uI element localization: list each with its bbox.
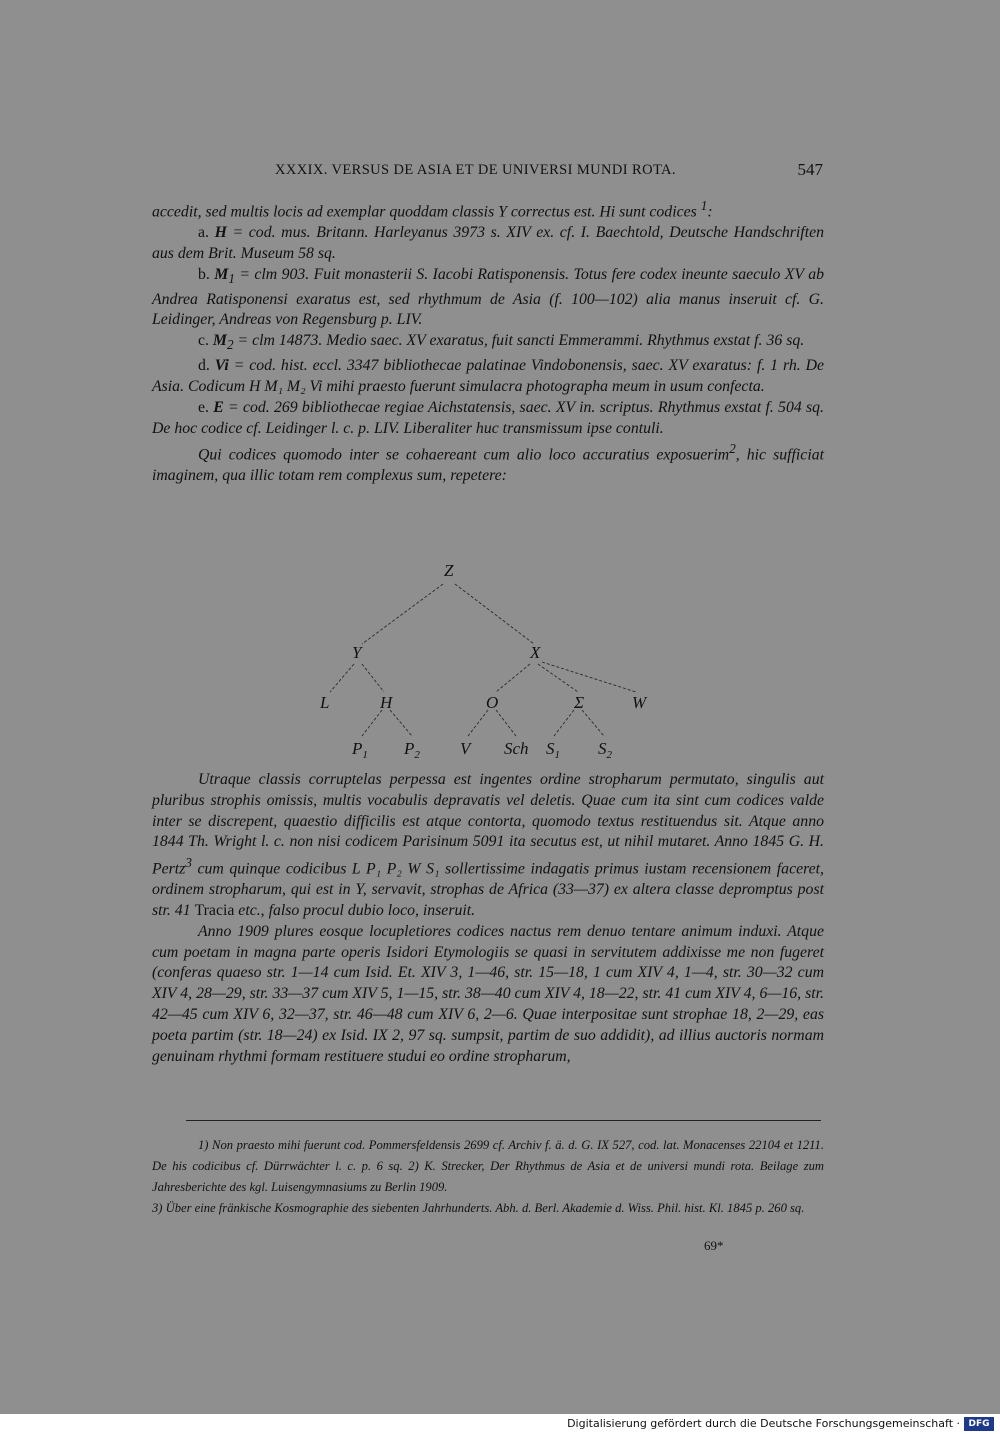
codex-mark: d. xyxy=(198,357,210,375)
footnote-2-text: 2) K. Strecker, Der Rhythmus de Asia et de universi mundi rota. Beilage zum Jahresberichte des kgl. Luisengymnasiums zu Berlin 1909. xyxy=(152,1159,824,1194)
codex-description: = clm 903. Fuit monasterii S. Iacobi Ratisponensis. Totus fere codex ineunte saeculo XV ab Andrea Ratisponensi exaratus est, sed rhythmum de Asia (f. 100—102) alia manus inseruit cf. G. Leidinger, Andreas von Regensburg p. LIV. xyxy=(152,265,825,329)
codex-mark: e. xyxy=(198,398,209,416)
edge-x-sigma xyxy=(538,664,578,692)
paragraph-anno-1909: Anno 1909 plures eosque locupletiores codices nactus rem denuo tentare animum induxi. Atque cum poetam in magna parte operis Isidori Etymologiis se quasi in servitutem addixisse me non fugeret (conferas quaeso str. 1—14 cum Isid. Et. XIV 3, 1—46, str. 15—18, 1 cum XIV 4, 1—4, str. 30—32 cum XIV 4, 28—29, str. 33—37 cum XIV 5, 1—15, str. 38—40 cum XIV 4, 18—22, str. 41 cum XIV 4, 6—16, str. 42—45 cum XIV 6, 32—37, str. 46—48 cum XIV 6, 2—6. Quae interpositae sunt strophae 18, 2—29, eas poeta partim (str. 18—24) ex Isid. IX 2, 97 sq. sumpsit, partim de suo addidit), ad illius auctoris normam genuinam rhythmi formam restituere studui eo ordine stropharum, xyxy=(152,922,824,1065)
codex-siglum: E xyxy=(213,398,224,416)
running-header xyxy=(0,160,1000,184)
edge-z-x xyxy=(455,584,534,644)
edge-x-o xyxy=(496,664,530,692)
main-text xyxy=(152,196,824,487)
running-title: XXXIX. VERSUS DE ASIA ET DE UNIVERSI MUNDI ROTA. xyxy=(275,162,676,178)
node-s1: $S_1$ xyxy=(546,739,560,761)
edge-y-l xyxy=(330,664,354,692)
node-y: Y xyxy=(352,643,362,662)
codex-description: = cod. hist. eccl. 3347 bibliothecae palatinae Vindobonensis, saec. XV exaratus: f. 1 rh. De Asia. Codicum H M₁ M₂ Vi mihi praesto fuerunt simulacra photographa meum in usum confecta. xyxy=(152,357,824,395)
footnote-rule xyxy=(186,1120,821,1121)
edge-y-h xyxy=(362,664,384,692)
codex-siglum-sub: 2 xyxy=(226,337,234,353)
edge-h-p1 xyxy=(362,710,382,736)
footnote-1-text: 1) Non praesto mihi fuerunt cod. Pommersfeldensis 2699 cf. Archiv f. ä. d. G. IX 527, cod. lat. Monacenses 22104 et 1211. De his codicibus cf. Dürrwächter l. c. p. 6 sq. xyxy=(152,1138,824,1173)
paragraph-text-3: etc., falso procul dubio loco, inseruit. xyxy=(234,902,476,920)
intro-colon: : xyxy=(707,203,713,221)
codex-siglum-sub: 1 xyxy=(228,270,235,286)
node-s2: $S_2$ xyxy=(598,739,612,761)
paragraph-text-2: cum quinque codicibus L P₁ P₂ W S₁ sollertissime indagatis primus iustam recensionem faceret, ordinem stropharum, qui est in Y, servavit, strophas de Africa (33—37) ex altera classe depromptus post str. 41 xyxy=(152,860,824,920)
codex-mark: a. xyxy=(198,224,209,242)
footnote-3 xyxy=(152,1198,824,1219)
stemma-intro-paragraph xyxy=(152,439,824,487)
edge-o-v xyxy=(468,710,488,736)
digitization-footer xyxy=(0,1414,1000,1434)
node-x: X xyxy=(530,643,541,662)
footnotes xyxy=(152,1135,824,1219)
codex-entry-b xyxy=(152,265,824,332)
edge-h-p2 xyxy=(390,710,412,736)
node-z: Z xyxy=(444,561,454,580)
codex-entry-d xyxy=(152,356,824,398)
node-sigma: Σ xyxy=(574,693,585,712)
dfg-logo: DFG xyxy=(964,1417,994,1431)
codex-siglum: M xyxy=(212,332,227,350)
edge-z-y xyxy=(362,584,443,644)
codex-siglum: M xyxy=(214,265,229,283)
node-p2: $P_2$ xyxy=(404,739,420,761)
intro-paragraph xyxy=(152,196,824,223)
codex-description: = cod. 269 bibliothecae regiae Aichstatensis, saec. XV in. scriptus. Rhythmus exstat f. 504 sq. De hoc codice cf. Leidinger l. c. p. LIV. Liberaliter huc transmissum ipse contuli. xyxy=(152,398,825,437)
signature-mark: 69* xyxy=(704,1238,724,1253)
footnote-ref-3: 3 xyxy=(185,855,192,871)
codex-entry-e xyxy=(152,398,824,440)
paragraph-utraque xyxy=(152,770,824,922)
node-o: O xyxy=(486,693,499,712)
edge-o-sch xyxy=(496,710,516,736)
dfg-credit-text: Digitalisierung gefördert durch die Deutsche Forschungsgemeinschaft · xyxy=(567,1417,960,1430)
footnote-3-text: 3) Über eine fränkische Kosmographie des siebenten Jahrhunderts. Abh. d. Berl. Akademie d. Wiss. Phil. hist. Kl. 1845 p. 260 sq. xyxy=(152,1201,805,1215)
main-text-continued xyxy=(152,770,824,1067)
codex-mark: c. xyxy=(198,332,209,350)
paragraph-text: Utraque classis corruptelas perpessa est ingentes ordine stropharum permutato, singulis aut pluribus strophis omissis, multis vocabulis depravatis vel deletis. Quae cum ita sint cum codices valde inter se discrepent, quaestio difficilis est atque contorta, quomodo textus restituendus sit. Atque anno 1844 Th. Wright l. c. non nisi codicem Parisinum 5091 ita secutus est, ut nihil mutaret. Anno 1845 G. H. Pertz xyxy=(152,771,824,878)
codex-mark: b. xyxy=(198,265,210,283)
codex-description: = clm 14873. Medio saec. XV exaratus, fuit sancti Emmerammi. Rhythmus exstat f. 36 sq. xyxy=(233,332,805,350)
edge-sigma-s1 xyxy=(554,710,574,736)
node-l: L xyxy=(320,693,330,712)
codex-description: = cod. mus. Britann. Harleyanus 3973 s. XIV ex. cf. I. Baechtold, Deutsche Handschriften aus dem Brit. Museum 58 sq. xyxy=(152,224,824,262)
codex-siglum: H xyxy=(214,224,227,242)
intro-text: accedit, sed multis locis ad exemplar quoddam classis Y correctus est. Hi sunt codices xyxy=(152,203,697,221)
stemma-diagram xyxy=(300,558,680,768)
node-w: W xyxy=(632,693,647,712)
footnote-ref-1: 1 xyxy=(700,198,708,213)
roman-word: Tracia xyxy=(194,902,235,920)
node-h: H xyxy=(380,693,393,712)
footnote-ref-2: 2 xyxy=(729,441,736,457)
codex-entry-a xyxy=(152,223,824,265)
stemma-intro-tail: , hic sufficiat imaginem, qua illic totam rem complexus sum, repetere: xyxy=(152,446,824,485)
node-p1: $P_1$ xyxy=(352,739,368,761)
edge-sigma-s2 xyxy=(582,710,604,736)
codex-siglum: Vi xyxy=(214,357,229,375)
page-number: 547 xyxy=(797,160,823,179)
codex-entry-c xyxy=(152,331,824,356)
footnote-1 xyxy=(152,1135,824,1198)
stemma-intro-text: Qui codices quomodo inter se cohaereant cum alio loco accuratius exposuerim xyxy=(198,446,730,464)
node-v: V xyxy=(460,739,471,758)
node-sch: Sch xyxy=(504,739,529,758)
